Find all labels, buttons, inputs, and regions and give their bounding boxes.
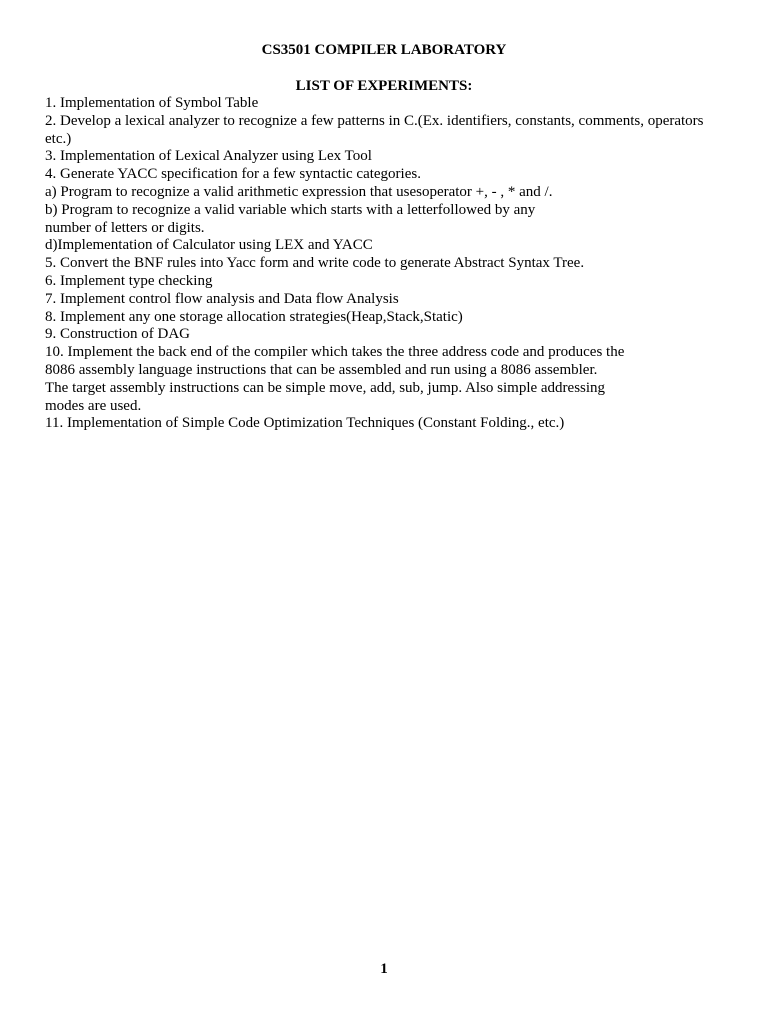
list-line: d)Implementation of Calculator using LEX and YACC: [45, 237, 373, 254]
list-line: 5. Convert the BNF rules into Yacc form and write code to generate Abstract Syntax Tree.: [45, 255, 585, 272]
list-line: modes are used.: [45, 397, 142, 414]
page-number: 1: [380, 961, 388, 977]
list-line: 1. Implementation of Symbol Table: [45, 95, 259, 111]
list-line: 7. Implement control flow analysis and Data flow Analysis: [45, 290, 399, 307]
list-line: etc.): [45, 130, 72, 147]
list-line: 10. Implement the back end of the compiler which takes the three address code and produces the: [45, 344, 625, 361]
list-line: 6. Implement type checking: [45, 272, 213, 289]
list-line: a) Program to recognize a valid arithmetic expression that usesoperator +, - , * and /.: [45, 183, 553, 200]
list-line: number of letters or digits.: [45, 219, 205, 236]
list-line: 2. Develop a lexical analyzer to recognize a few patterns in C.(Ex. identifiers, constants, comments, operators: [45, 112, 704, 129]
list-line: 9. Construction of DAG: [45, 326, 190, 343]
list-line: 11. Implementation of Simple Code Optimization Techniques (Constant Folding., etc.): [45, 415, 565, 432]
list-line: b) Program to recognize a valid variable which starts with a letterfollowed by any: [45, 201, 536, 218]
list-line: 8086 assembly language instructions that can be assembled and run using a 8086 assembler.: [45, 361, 598, 378]
list-line: 8. Implement any one storage allocation strategies(Heap,Stack,Static): [45, 308, 463, 325]
page-title: CS3501 COMPILER LABORATORY: [261, 42, 507, 58]
list-line: 4. Generate YACC specification for a few syntactic categories.: [45, 166, 421, 183]
list-line: 3. Implementation of Lexical Analyzer using Lex Tool: [45, 148, 372, 165]
section-heading: LIST OF EXPERIMENTS:: [295, 78, 473, 94]
experiment-list: [45, 95, 735, 433]
list-line: The target assembly instructions can be simple move, add, sub, jump. Also simple addressing: [45, 379, 606, 396]
